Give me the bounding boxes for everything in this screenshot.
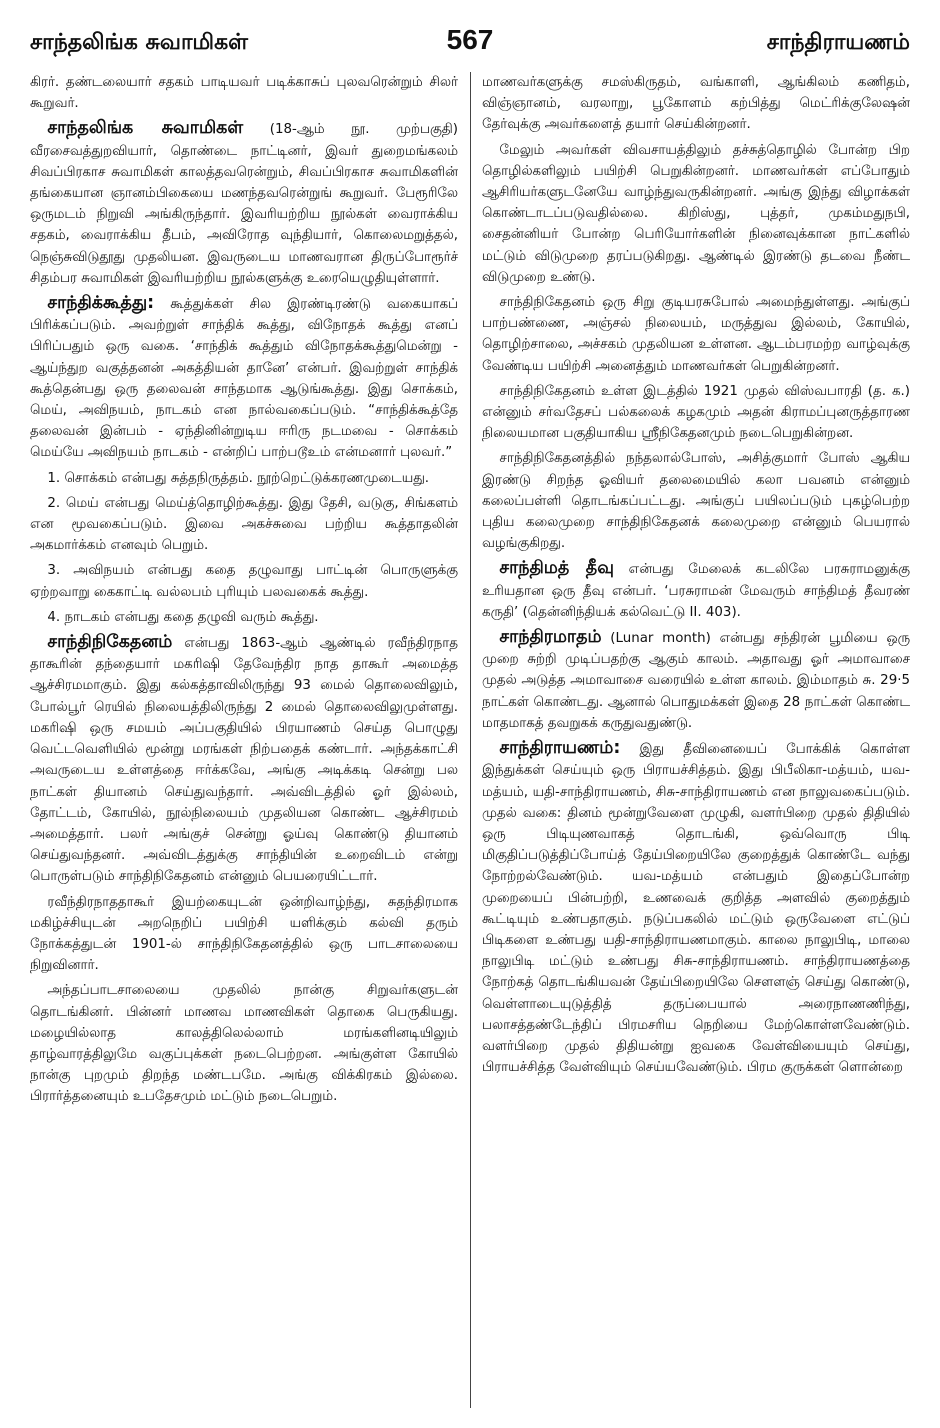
list-item: 4. நாடகம் என்பது கதை தழுவி வரும் கூத்து. [47, 609, 319, 625]
column-divider [470, 72, 471, 1408]
left-column [30, 72, 458, 1412]
entry-santhimath-theevu: சாந்திமத் தீவு என்பது மேலைக் கடலிலே பரசுராமனுக்கு உரியதான ஒரு தீவு என்பர். ‘பரசுராமன் மேவரும் சாந்திமத் தீவரண் கருதி’ (தென்னிந்தியக் கல்வெட்டு II. 403). [482, 558, 910, 620]
paragraph: மாணவர்களுக்கு சமஸ்கிருதம், வங்காளி, ஆங்கிலம் கணிதம், விஞ்ஞானம், வரலாறு, பூகோளம் கற்பித்து மெட்ரிக்குலேஷன் தேர்வுக்கு அவர்களைத் தயார் செய்கின்றனர். [482, 75, 910, 133]
paragraph: மேலும் அவர்கள் விவசாயத்திலும் தச்சுத்தொழில் போன்ற பிற தொழில்களிலும் பயிற்சி பெறுகின்றனர். மாணவர்கள் எப்போதும் ஆசிரியர்களுடனேயே வாழ்ந்துவருகின்றனர். அங்கு இந்து விழாக்கள் கொண்டாடப்படுவதில்லை. கிறிஸ்து, புத்தர், முகம்மதுநபி, சைதன்னியர் போன்ற பெரியோர்களின் நினைவுக்கான நாட்களில் மட்டும் விடுமுறை தரப்படுகிறது. ஆண்டில் இரண்டு தடவை நீண்ட விடுமுறை உண்டு. [482, 142, 910, 285]
entry-headword: சாந்திநிகேதனம் [47, 632, 173, 653]
entry-headword: சாந்திமத் தீவு [499, 558, 614, 579]
right-column [482, 72, 910, 1412]
paragraph: ரவீந்திரநாததாகூர் இயற்கையுடன் ஒன்றிவாழ்ந்து, சுதந்திரமாக மகிழ்ச்சியுடன் அறநெறிப் பயிற்சி யளிக்கும் கல்வி தரும் நோக்கத்துடன் 1901-ல் சாந்திநிகேதனத்தில் ஒரு பாடசாலையை நிறுவினார். [30, 894, 458, 974]
entry-santhiramaatham: சாந்திரமாதம் (Lunar month) என்பது சந்திரன் பூமியை ஒரு முறை சுற்றி முடிப்பதற்கு ஆகும் காலம். அதாவது ஓர் அமாவாசை முதல் அடுத்த அமாவாசை வரையில் உள்ள காலம். இம்மாதம் சு. 29·5 நாட்கள் கொண்டது. ஆனால் பொதுமக்கள் இதை 28 நாட்கள் கொண்ட மாதமாகத் தவறுகக் கருதுவதுண்டு. [482, 627, 910, 731]
entry-santhiniketanam: சாந்திநிகேதனம் என்பது 1863-ஆம் ஆண்டில் ரவீந்திரநாத தாகூரின் தந்தையார் மகரிஷி தேவேந்திர நாத தாகூர் அமைத்த ஆச்சிரமமாகும். இது கல்கத்தாவிலிருந்து 93 மைல் தொலைவிலும், போல்பூர் ரெயில் நிலையத்திலிருந்து 2 மைல் தொலைவிலுமுள்ளது. மகரிஷி ஒரு சமயம் அப்பகுதியில் பிரயாணம் செய்த பொழுது வெட்டவெளியில் மூன்று மரங்கள் நிற்பதைக் கண்டார். அந்தக்காட்சி அவருடைய உள்ளத்தை ஈர்க்கவே, அங்கு அடிக்கடி சென்று பல நாட்கள் தியானம் செய்துவந்தார். அவ்விடத்தில் ஓர் இல்லம், தோட்டம், கோயில், நூல்நிலையம் முதலியன கொண்ட ஆச்சிரமம் அமைத்தார். பலர் அங்குச் சென்று ஓய்வு கொண்டு தியானம் செய்துவந்தனர். அவ்விடத்துக்கு சாந்தியின் உறைவிடம் என்று பொருள்படும் சாந்திநிகேதனம் என்னும் பெயரையிட்டார். [30, 632, 458, 885]
paragraph: சாந்திநிகேதனம் உள்ள இடத்தில் 1921 முதல் விஸ்வபாரதி (த. க.) என்னும் சர்வதேசப் பல்கலைக் கழகமும் அதன் கிராமப்புனருத்தாரண நிலையமான பகுதியாகிய ஸ்ரீநிகேதனமும் நடைபெறுகின்றன. [482, 383, 910, 442]
entry-headword: சாந்திக்கூத்து: [47, 293, 155, 314]
entry-santhikkoothu: சாந்திக்கூத்து: கூத்துக்கள் சில இரண்டிரண்டு வகையாகப் பிரிக்கப்படும். அவற்றுள் சாந்திக் கூத்து, விநோதக் கூத்து எனப் பிரிப்பதும் ஒரு வகை. ‘சாந்திக் கூத்தும் விநோதக்கூத்துமென்று - ஆய்ந்துற வகுத்தனன் அகத்தியன் தானே’ என்பர். இவற்றுள் சாந்திக் கூத்தென்பது ஒரு தலைவன் சாந்தமாக ஆடுங்கூத்து. இது சொக்கம், மெய், அவிநயம், நாடகம் என நால்வகைப்படும். “சாந்திக்கூத்தே தலைவன் இன்பம் - ஏந்தினின்றுடிய ஈரிரு நடமவை - சொக்கம் மெய்யே அவிநயம் நாடகம் - என்றிப் பாற்படூஉம் என்மனார் புலவர்.” [30, 293, 458, 461]
paragraph: சாந்திநிகேதனம் ஒரு சிறு குடியரசுபோல் அமைந்துள்ளது. அங்குப் பாற்பண்ணை, அஞ்சல் நிலையம், மருத்துவ இல்லம், கோயில், தொழிற்சாலை, அச்சகம் முதலியன உள்ளன. ஆடம்பரமற்ற வாழ்வுக்கு வேண்டிய பயிற்சி அனைத்தும் மாணவர்கள் பெறுகின்றனர். [482, 295, 910, 374]
list-item: 1. சொக்கம் என்பது சுத்தநிருத்தம். நூற்றெட்டுக்கரணமுடையது. [47, 470, 430, 486]
page-number: 567 [446, 24, 494, 55]
paragraph: அந்தப்பாடசாலையை முதலில் நான்கு சிறுவர்களுடன் தொடங்கினர். பின்னர் மாணவ மாணவிகள் தொகை பெருகியது. மழையில்லாத காலத்திலெல்லாம் மரங்களினடியிலும் தாழ்வாரத்திலுமே வகுப்புக்கள் நடைபெற்றன. அங்குள்ள கோயில் நான்கு புறமும் திறந்த மண்டபமே. அங்கு விக்கிரகம் இல்லை. பிரார்த்தனையும் உபதேசமும் மட்டும் நடைபெறும். [30, 983, 458, 1105]
entry-headword: சாந்தலிங்க சுவாமிகள் [47, 118, 244, 139]
list-item: 2. மெய் என்பது மெய்த்தொழிற்கூத்து. இது தேசி, வடுகு, சிங்களம் என மூவகைப்படும். இவை அகச்சுவை பற்றிய கூத்தாதலின் அகமார்க்கம் எனவும் பெறும். [30, 495, 458, 554]
running-head-left: சாந்தலிங்க சுவாமிகள் [30, 30, 249, 55]
running-head-right: சாந்திராயணம் [766, 30, 910, 55]
paragraph: கிரர். தண்டலையார் சதகம் பாடியவர் படிக்காசுப் புலவரென்றும் சிலர் கூறுவர். [30, 75, 458, 112]
list-item: 3. அவிநயம் என்பது கதை தழுவாது பாட்டின் பொருளுக்கு ஏற்றவாறு கைகாட்டி வல்லபம் புரியும் பலவகைக் கூத்து. [30, 563, 458, 600]
entry-santhirayanam: சாந்திராயணம்: இது தீவினையைப் போக்கிக் கொள்ள இந்துக்கள் செய்யும் ஒரு பிராயச்சித்தம். இது பிபீலிகா-மத்யம், யவ-மத்யம், யதி-சாந்திராயணம், சிசு-சாந்திராயணம் என நாலுவகைப்படும். முதல் வகை: தினம் மூன்றுவேளை முழுகி, வளர்பிறை முதல் திதியில் ஒரு பிடியுணவாகத் தொடங்கி, ஒவ்வொரு பிடி மிகுதிப்படுத்திப்போய்த் தேய்பிறையிலே குறைத்துக் கொண்டே வந்து நோற்றல்வேண்டும். யவ-மத்யம் என்பதும் இதைப்போன்ற முறையைப் பின்பற்றி, உணவைக் குறித்த அளவில் குறைத்தும் கூட்டியும் உண்பதாகும். நடுப்பகலில் மட்டும் ஒருவேளை எட்டுப் பிடிகளை உண்பது யதி-சாந்திராயணமாகும். காலை நாலுபிடி, மாலை நாலுபிடி மட்டும் உண்பது சிசு-சாந்திராயணம். சாந்திராயணத்தை நோற்கத் தொடங்கியவன் தேய்பிறையிலே சௌளஞ் செய்து கொண்டு, வெள்ளாடையுடுத்தித் தருப்பையால் அரைநாணணிந்து, பலாசத்தண்டேந்திப் பிரமசரிய நெறியை மேற்கொள்ளவேண்டும். வளர்பிறை முதல் திதியன்று ஐவகை வேள்வியையும் செய்து, பிராயச்சித்த வேள்வியும் செய்யவேண்டும். பிரம குருக்கள் ளொன்றை [482, 738, 910, 1076]
paragraph: சாந்திநிகேதனத்தில் நந்தலால்போஸ், அசித்குமார் போஸ் ஆகிய இரண்டு சிறந்த ஓவியர் தலைமையில் கலா பவனம் என்னும் கலைப்பள்ளி தொடங்கப்பட்டது. அங்குப் பயிலப்படும் புகழ்பெற்ற புதிய கலைமுறை சாந்திநிகேதனக் கலைமுறை என்னும் பெயரால் வழங்குகிறது. [482, 451, 910, 552]
entry-headword: சாந்திராயணம்: [499, 738, 621, 759]
page-header [30, 24, 910, 66]
entry-headword: சாந்திரமாதம் [499, 627, 602, 648]
entry-santhalinga-swamigal: சாந்தலிங்க சுவாமிகள் (18-ஆம் நூ. முற்பகுதி) வீரசைவத்துறவியார், தொண்டை நாட்டினர், இவர் துறைமங்கலம் சிவப்பிரகாச சுவாமிகள் காலத்தவரென்றும், சிவப்பிரகாச சுவாமிகளின் தங்கையான ஞானம்பிகையை மணந்தவரென்றுங் கூறுவர். பேரூரிலே ஒருமடம் நிறுவி அங்கிருந்தார். இவரியற்றிய நூல்கள் வைராக்கிய சதகம், வைராக்கிய தீபம், அவிரோத வுந்தியார், கொலைமறுத்தல், நெஞ்சுவிடுதூது முதலியன. இவருடைய மாணவரான திருப்போரூர்ச் சிதம்பர சுவாமிகள் இவரியற்றிய நூல்களுக்கு உரையெழுதியுள்ளார். [30, 118, 458, 286]
